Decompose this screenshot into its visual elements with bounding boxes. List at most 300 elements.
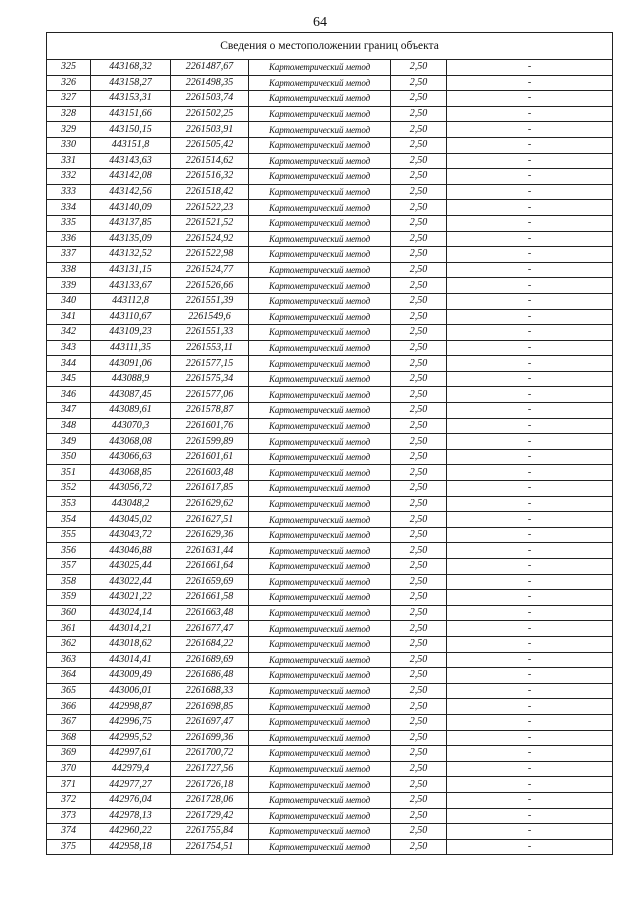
method-cell: Картометрический метод [249,746,391,762]
accuracy-cell: 2,50 [391,574,447,590]
method-cell: Картометрический метод [249,683,391,699]
point-number-cell: 337 [47,247,91,263]
table-row [47,714,613,730]
table-row [47,605,613,621]
accuracy-cell: 2,50 [391,496,447,512]
method-cell: Картометрический метод [249,356,391,372]
x-coordinate-cell: 442976,04 [91,792,171,808]
point-number-cell: 326 [47,75,91,91]
x-coordinate-cell: 443143,63 [91,153,171,169]
description-cell: - [447,340,613,356]
table-row [47,262,613,278]
y-coordinate-cell: 2261698,85 [171,699,249,715]
method-cell: Картометрический метод [249,730,391,746]
accuracy-cell: 2,50 [391,449,447,465]
accuracy-cell: 2,50 [391,730,447,746]
accuracy-cell: 2,50 [391,356,447,372]
point-number-cell: 345 [47,371,91,387]
table-row [47,590,613,606]
x-coordinate-cell: 443068,85 [91,465,171,481]
table-row [47,839,613,855]
accuracy-cell: 2,50 [391,746,447,762]
y-coordinate-cell: 2261688,33 [171,683,249,699]
accuracy-cell: 2,50 [391,761,447,777]
table-row [47,247,613,263]
x-coordinate-cell: 443025,44 [91,559,171,575]
method-cell: Картометрический метод [249,293,391,309]
point-number-cell: 339 [47,278,91,294]
accuracy-cell: 2,50 [391,231,447,247]
y-coordinate-cell: 2261578,87 [171,403,249,419]
method-cell: Картометрический метод [249,262,391,278]
accuracy-cell: 2,50 [391,122,447,138]
description-cell: - [447,403,613,419]
x-coordinate-cell: 443142,56 [91,184,171,200]
x-coordinate-cell: 443043,72 [91,527,171,543]
accuracy-cell: 2,50 [391,371,447,387]
x-coordinate-cell: 443153,31 [91,91,171,107]
y-coordinate-cell: 2261661,64 [171,559,249,575]
accuracy-cell: 2,50 [391,387,447,403]
description-cell: - [447,169,613,185]
y-coordinate-cell: 2261601,61 [171,449,249,465]
point-number-cell: 340 [47,293,91,309]
point-number-cell: 359 [47,590,91,606]
x-coordinate-cell: 443091,06 [91,356,171,372]
point-number-cell: 327 [47,91,91,107]
method-cell: Картометрический метод [249,636,391,652]
accuracy-cell: 2,50 [391,262,447,278]
x-coordinate-cell: 443045,02 [91,512,171,528]
table-row [47,683,613,699]
point-number-cell: 336 [47,231,91,247]
method-cell: Картометрический метод [249,106,391,122]
method-cell: Картометрический метод [249,247,391,263]
x-coordinate-cell: 442979,4 [91,761,171,777]
method-cell: Картометрический метод [249,839,391,855]
y-coordinate-cell: 2261755,84 [171,824,249,840]
table-row [47,465,613,481]
point-number-cell: 350 [47,449,91,465]
y-coordinate-cell: 2261663,48 [171,605,249,621]
method-cell: Картометрический метод [249,792,391,808]
accuracy-cell: 2,50 [391,184,447,200]
point-number-cell: 342 [47,325,91,341]
x-coordinate-cell: 443014,41 [91,652,171,668]
description-cell: - [447,761,613,777]
method-cell: Картометрический метод [249,340,391,356]
y-coordinate-cell: 2261516,32 [171,169,249,185]
table-row [47,761,613,777]
x-coordinate-cell: 443111,35 [91,340,171,356]
y-coordinate-cell: 2261521,52 [171,215,249,231]
table-caption: Сведения о местоположении границ объекта [47,33,613,60]
method-cell: Картометрический метод [249,278,391,294]
table-row [47,746,613,762]
accuracy-cell: 2,50 [391,215,447,231]
description-cell: - [447,808,613,824]
point-number-cell: 375 [47,839,91,855]
x-coordinate-cell: 443024,14 [91,605,171,621]
point-number-cell: 370 [47,761,91,777]
description-cell: - [447,574,613,590]
accuracy-cell: 2,50 [391,512,447,528]
x-coordinate-cell: 443132,52 [91,247,171,263]
description-cell: - [447,792,613,808]
point-number-cell: 344 [47,356,91,372]
y-coordinate-cell: 2261603,48 [171,465,249,481]
point-number-cell: 360 [47,605,91,621]
point-number-cell: 328 [47,106,91,122]
x-coordinate-cell: 442977,27 [91,777,171,793]
table-row [47,699,613,715]
accuracy-cell: 2,50 [391,60,447,76]
point-number-cell: 330 [47,137,91,153]
accuracy-cell: 2,50 [391,481,447,497]
y-coordinate-cell: 2261575,34 [171,371,249,387]
accuracy-cell: 2,50 [391,200,447,216]
accuracy-cell: 2,50 [391,699,447,715]
y-coordinate-cell: 2261498,35 [171,75,249,91]
method-cell: Картометрический метод [249,91,391,107]
x-coordinate-cell: 443151,8 [91,137,171,153]
point-number-cell: 334 [47,200,91,216]
description-cell: - [447,122,613,138]
table-row [47,512,613,528]
description-cell: - [447,137,613,153]
method-cell: Картометрический метод [249,122,391,138]
x-coordinate-cell: 443066,63 [91,449,171,465]
table-row [47,621,613,637]
point-number-cell: 361 [47,621,91,637]
description-cell: - [447,434,613,450]
accuracy-cell: 2,50 [391,325,447,341]
point-number-cell: 346 [47,387,91,403]
accuracy-cell: 2,50 [391,309,447,325]
accuracy-cell: 2,50 [391,543,447,559]
accuracy-cell: 2,50 [391,106,447,122]
method-cell: Картометрический метод [249,325,391,341]
description-cell: - [447,75,613,91]
description-cell: - [447,527,613,543]
description-cell: - [447,278,613,294]
point-number-cell: 349 [47,434,91,450]
y-coordinate-cell: 2261627,51 [171,512,249,528]
table-row [47,387,613,403]
y-coordinate-cell: 2261524,92 [171,231,249,247]
point-number-cell: 335 [47,215,91,231]
description-cell: - [447,824,613,840]
method-cell: Картометрический метод [249,590,391,606]
description-cell: - [447,699,613,715]
table-row [47,652,613,668]
x-coordinate-cell: 442958,18 [91,839,171,855]
description-cell: - [447,325,613,341]
x-coordinate-cell: 443021,22 [91,590,171,606]
accuracy-cell: 2,50 [391,418,447,434]
table-row [47,434,613,450]
point-number-cell: 368 [47,730,91,746]
description-cell: - [447,200,613,216]
method-cell: Картометрический метод [249,699,391,715]
y-coordinate-cell: 2261689,69 [171,652,249,668]
method-cell: Картометрический метод [249,574,391,590]
y-coordinate-cell: 2261518,42 [171,184,249,200]
accuracy-cell: 2,50 [391,75,447,91]
accuracy-cell: 2,50 [391,278,447,294]
method-cell: Картометрический метод [249,824,391,840]
table-row [47,215,613,231]
x-coordinate-cell: 443151,66 [91,106,171,122]
method-cell: Картометрический метод [249,714,391,730]
table-row [47,777,613,793]
accuracy-cell: 2,50 [391,824,447,840]
table-row [47,824,613,840]
description-cell: - [447,730,613,746]
method-cell: Картометрический метод [249,496,391,512]
accuracy-cell: 2,50 [391,153,447,169]
x-coordinate-cell: 443087,45 [91,387,171,403]
table-row [47,418,613,434]
description-cell: - [447,247,613,263]
description-cell: - [447,496,613,512]
description-cell: - [447,605,613,621]
y-coordinate-cell: 2261726,18 [171,777,249,793]
table-row [47,91,613,107]
accuracy-cell: 2,50 [391,91,447,107]
method-cell: Картометрический метод [249,215,391,231]
y-coordinate-cell: 2261551,39 [171,293,249,309]
method-cell: Картометрический метод [249,652,391,668]
point-number-cell: 341 [47,309,91,325]
table-row [47,340,613,356]
y-coordinate-cell: 2261677,47 [171,621,249,637]
accuracy-cell: 2,50 [391,434,447,450]
accuracy-cell: 2,50 [391,403,447,419]
method-cell: Картометрический метод [249,559,391,575]
method-cell: Картометрический метод [249,387,391,403]
description-cell: - [447,636,613,652]
point-number-cell: 355 [47,527,91,543]
method-cell: Картометрический метод [249,527,391,543]
point-number-cell: 366 [47,699,91,715]
point-number-cell: 362 [47,636,91,652]
y-coordinate-cell: 2261522,23 [171,200,249,216]
description-cell: - [447,465,613,481]
method-cell: Картометрический метод [249,668,391,684]
y-coordinate-cell: 2261629,36 [171,527,249,543]
point-number-cell: 371 [47,777,91,793]
y-coordinate-cell: 2261522,98 [171,247,249,263]
accuracy-cell: 2,50 [391,137,447,153]
table-row [47,200,613,216]
accuracy-cell: 2,50 [391,465,447,481]
point-number-cell: 354 [47,512,91,528]
description-cell: - [447,418,613,434]
y-coordinate-cell: 2261686,48 [171,668,249,684]
description-cell: - [447,839,613,855]
description-cell: - [447,590,613,606]
description-cell: - [447,309,613,325]
y-coordinate-cell: 2261549,6 [171,309,249,325]
table-row [47,730,613,746]
x-coordinate-cell: 443140,09 [91,200,171,216]
y-coordinate-cell: 2261503,91 [171,122,249,138]
y-coordinate-cell: 2261629,62 [171,496,249,512]
description-cell: - [447,262,613,278]
x-coordinate-cell: 443112,8 [91,293,171,309]
y-coordinate-cell: 2261514,62 [171,153,249,169]
y-coordinate-cell: 2261617,85 [171,481,249,497]
y-coordinate-cell: 2261697,47 [171,714,249,730]
y-coordinate-cell: 2261729,42 [171,808,249,824]
point-number-cell: 374 [47,824,91,840]
point-number-cell: 348 [47,418,91,434]
method-cell: Картометрический метод [249,621,391,637]
x-coordinate-cell: 443110,67 [91,309,171,325]
table-row [47,496,613,512]
x-coordinate-cell: 443109,23 [91,325,171,341]
x-coordinate-cell: 443009,49 [91,668,171,684]
accuracy-cell: 2,50 [391,777,447,793]
boundary-coordinates-table [46,32,613,855]
table-body [47,60,613,855]
y-coordinate-cell: 2261503,74 [171,91,249,107]
description-cell: - [447,215,613,231]
point-number-cell: 373 [47,808,91,824]
x-coordinate-cell: 443131,15 [91,262,171,278]
table-row [47,231,613,247]
y-coordinate-cell: 2261551,33 [171,325,249,341]
point-number-cell: 367 [47,714,91,730]
table-row [47,371,613,387]
point-number-cell: 365 [47,683,91,699]
point-number-cell: 369 [47,746,91,762]
x-coordinate-cell: 443137,85 [91,215,171,231]
accuracy-cell: 2,50 [391,621,447,637]
point-number-cell: 343 [47,340,91,356]
x-coordinate-cell: 442997,61 [91,746,171,762]
accuracy-cell: 2,50 [391,668,447,684]
table-row [47,792,613,808]
accuracy-cell: 2,50 [391,340,447,356]
description-cell: - [447,777,613,793]
method-cell: Картометрический метод [249,777,391,793]
x-coordinate-cell: 443014,21 [91,621,171,637]
accuracy-cell: 2,50 [391,636,447,652]
x-coordinate-cell: 442978,13 [91,808,171,824]
y-coordinate-cell: 2261684,22 [171,636,249,652]
description-cell: - [447,543,613,559]
y-coordinate-cell: 2261728,06 [171,792,249,808]
description-cell: - [447,449,613,465]
accuracy-cell: 2,50 [391,590,447,606]
description-cell: - [447,293,613,309]
point-number-cell: 358 [47,574,91,590]
accuracy-cell: 2,50 [391,247,447,263]
method-cell: Картометрический метод [249,481,391,497]
description-cell: - [447,60,613,76]
x-coordinate-cell: 443135,09 [91,231,171,247]
accuracy-cell: 2,50 [391,527,447,543]
description-cell: - [447,387,613,403]
method-cell: Картометрический метод [249,75,391,91]
method-cell: Картометрический метод [249,808,391,824]
point-number-cell: 329 [47,122,91,138]
point-number-cell: 363 [47,652,91,668]
x-coordinate-cell: 443088,9 [91,371,171,387]
y-coordinate-cell: 2261659,69 [171,574,249,590]
x-coordinate-cell: 443168,32 [91,60,171,76]
accuracy-cell: 2,50 [391,652,447,668]
x-coordinate-cell: 443150,15 [91,122,171,138]
description-cell: - [447,714,613,730]
method-cell: Картометрический метод [249,403,391,419]
accuracy-cell: 2,50 [391,559,447,575]
table-row [47,356,613,372]
x-coordinate-cell: 443142,08 [91,169,171,185]
point-number-cell: 347 [47,403,91,419]
table-row [47,278,613,294]
description-cell: - [447,746,613,762]
x-coordinate-cell: 442996,75 [91,714,171,730]
method-cell: Картометрический метод [249,418,391,434]
y-coordinate-cell: 2261631,44 [171,543,249,559]
table-row [47,325,613,341]
table-row [47,527,613,543]
description-cell: - [447,91,613,107]
table-row [47,543,613,559]
method-cell: Картометрический метод [249,60,391,76]
description-cell: - [447,356,613,372]
table-row [47,574,613,590]
description-cell: - [447,106,613,122]
table-row [47,808,613,824]
accuracy-cell: 2,50 [391,683,447,699]
method-cell: Картометрический метод [249,200,391,216]
x-coordinate-cell: 443018,62 [91,636,171,652]
table-row [47,636,613,652]
description-cell: - [447,621,613,637]
table-row [47,137,613,153]
point-number-cell: 356 [47,543,91,559]
point-number-cell: 372 [47,792,91,808]
accuracy-cell: 2,50 [391,605,447,621]
table-row [47,403,613,419]
table-row [47,293,613,309]
description-cell: - [447,683,613,699]
table-row [47,559,613,575]
point-number-cell: 332 [47,169,91,185]
description-cell: - [447,153,613,169]
boundary-table-container [46,32,612,855]
table-row [47,668,613,684]
y-coordinate-cell: 2261727,56 [171,761,249,777]
method-cell: Картометрический метод [249,512,391,528]
y-coordinate-cell: 2261601,76 [171,418,249,434]
point-number-cell: 353 [47,496,91,512]
description-cell: - [447,481,613,497]
x-coordinate-cell: 442960,22 [91,824,171,840]
method-cell: Картометрический метод [249,605,391,621]
accuracy-cell: 2,50 [391,792,447,808]
method-cell: Картометрический метод [249,449,391,465]
method-cell: Картометрический метод [249,543,391,559]
y-coordinate-cell: 2261505,42 [171,137,249,153]
point-number-cell: 333 [47,184,91,200]
accuracy-cell: 2,50 [391,714,447,730]
table-row [47,106,613,122]
